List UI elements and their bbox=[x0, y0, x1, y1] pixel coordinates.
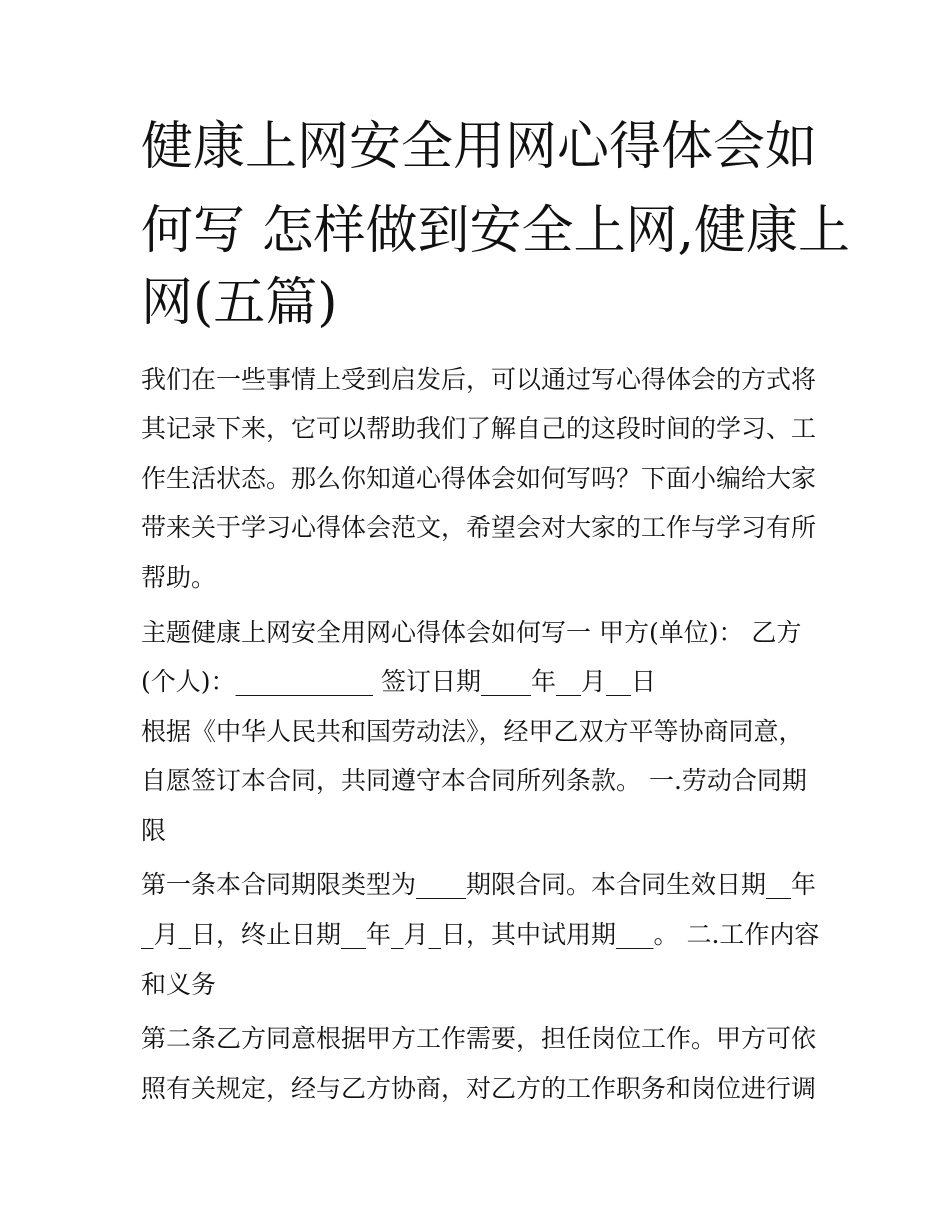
body-line-4: 带来关于学习心得体会范文，希望会对大家的工作与学习有所 bbox=[141, 513, 817, 542]
body-line-3: 作生活状态。那么你知道心得体会如何写吗？下面小编给大家 bbox=[141, 464, 817, 493]
body-line-15: 照有关规定，经与乙方协商，对乙方的工作职务和岗位进行调 bbox=[141, 1074, 817, 1103]
body-line-1: 我们在一些事情上受到启发后，可以通过写心得体会的方式将 bbox=[141, 365, 817, 394]
body-line-10: 限 bbox=[141, 816, 167, 845]
document-title-line-1: 健康上网安全用网心得体会如 bbox=[141, 117, 818, 177]
document-title-line-2: 何写 怎样做到安全上网,健康上 bbox=[141, 201, 851, 261]
body-line-8: 根据《中华人民共和国劳动法》，经甲乙双方平等协商同意， bbox=[141, 717, 804, 746]
body-line-11: 第一条本合同期限类型为____期限合同。本合同生效日期__年 bbox=[141, 870, 817, 899]
body-line-12: _月_日，终止日期__年_月_日，其中试用期___。 二.工作内容 bbox=[141, 920, 820, 949]
document-title-line-3: 网(五篇) bbox=[141, 273, 338, 333]
body-line-13: 和义务 bbox=[141, 970, 217, 999]
body-line-7: (个人)：___________ 签订日期____年__月__日 bbox=[141, 667, 656, 696]
body-line-2: 其记录下来，它可以帮助我们了解自己的这段时间的学习、工 bbox=[141, 414, 817, 443]
body-line-9: 自愿签订本合同，共同遵守本合同所列条款。 一.劳动合同期 bbox=[141, 766, 807, 795]
body-line-14: 第二条乙方同意根据甲方工作需要，担任岗位工作。甲方可依 bbox=[141, 1024, 817, 1053]
body-line-5: 帮助。 bbox=[141, 563, 217, 592]
body-line-6: 主题健康上网安全用网心得体会如何写一 甲方(单位)： 乙方 bbox=[141, 618, 802, 647]
